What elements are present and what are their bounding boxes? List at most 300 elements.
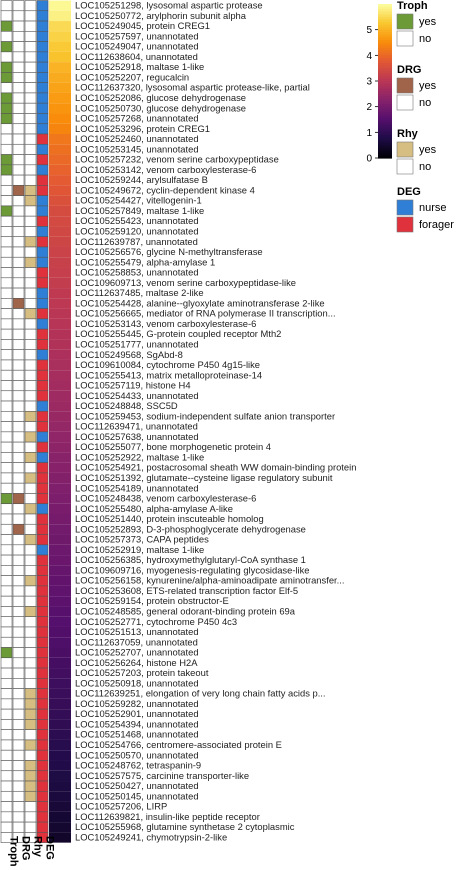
deg-cell <box>37 535 48 545</box>
drg-cell <box>13 1 24 11</box>
troph-cell <box>1 370 12 380</box>
rhy-cell <box>25 483 36 493</box>
rhy-cell <box>25 62 36 72</box>
expression-cell <box>49 196 71 206</box>
drg-cell <box>13 155 24 165</box>
gene-label: LOC105251468, unannotated <box>75 728 199 740</box>
legend-label: no <box>419 33 432 45</box>
drg-cell <box>13 730 24 740</box>
column-label-rhy: Rhy <box>31 836 44 857</box>
drg-cell <box>13 206 24 216</box>
deg-cell <box>37 11 48 21</box>
troph-cell <box>1 411 12 421</box>
expression-cell <box>49 124 71 134</box>
expression-cell <box>49 514 71 524</box>
gene-label: LOC105258853, unannotated <box>75 266 199 278</box>
troph-cell <box>1 709 12 719</box>
troph-cell <box>1 103 12 113</box>
deg-cell <box>37 678 48 688</box>
troph-cell <box>1 247 12 257</box>
rhy-cell <box>25 689 36 699</box>
drg-cell <box>13 380 24 390</box>
rhy-cell <box>25 21 36 31</box>
legend-title-troph: Troph <box>397 0 428 12</box>
gene-label: LOC105257206, LIRP <box>75 800 168 812</box>
drg-cell <box>13 802 24 812</box>
gene-label: LOC105250570, unannotated <box>75 749 199 761</box>
rhy-cell <box>25 113 36 123</box>
deg-cell <box>37 730 48 740</box>
expression-cell <box>49 740 71 750</box>
expression-cell <box>49 452 71 462</box>
troph-cell <box>1 62 12 72</box>
drg-cell <box>13 791 24 801</box>
troph-cell <box>1 658 12 668</box>
expression-cell <box>49 11 71 21</box>
deg-cell <box>37 155 48 165</box>
gene-label: LOC105259453, sodium-independent sulfate anion transporter <box>75 410 336 422</box>
gene-label: LOC112637485, maltase 2-like <box>75 287 204 299</box>
drg-cell <box>13 463 24 473</box>
gene-label: LOC105259154, protein obstructor-E <box>75 595 229 607</box>
legend-label: no <box>419 161 432 173</box>
drg-cell <box>13 329 24 339</box>
gene-label: LOC105257575, carcinine transporter-like <box>75 769 250 781</box>
troph-cell <box>1 555 12 565</box>
expression-cell <box>49 586 71 596</box>
deg-cell <box>37 699 48 709</box>
gene-label: LOC105255480, alpha-amylase A-like <box>75 502 233 514</box>
rhy-cell <box>25 72 36 82</box>
expression-cell <box>49 42 71 52</box>
gene-label: LOC105253296, protein CREG1 <box>75 122 210 134</box>
expression-cell <box>49 719 71 729</box>
drg-cell <box>13 442 24 452</box>
rhy-cell <box>25 268 36 278</box>
deg-cell <box>37 52 48 62</box>
rhy-cell <box>25 432 36 442</box>
drg-cell <box>13 514 24 524</box>
drg-cell <box>13 719 24 729</box>
troph-cell <box>1 144 12 154</box>
rhy-cell <box>25 309 36 319</box>
expression-cell <box>49 21 71 31</box>
drg-cell <box>13 196 24 206</box>
troph-cell <box>1 596 12 606</box>
rhy-cell <box>25 627 36 637</box>
drg-cell <box>13 288 24 298</box>
troph-cell <box>1 339 12 349</box>
deg-cell <box>37 72 48 82</box>
legend-swatch <box>397 14 413 29</box>
drg-cell <box>13 113 24 123</box>
troph-cell <box>1 473 12 483</box>
deg-cell <box>37 719 48 729</box>
expression-cell <box>49 247 71 257</box>
drg-cell <box>13 52 24 62</box>
rhy-cell <box>25 237 36 247</box>
gene-label: LOC105256264, histone H2A <box>75 656 198 668</box>
deg-cell <box>37 596 48 606</box>
troph-cell <box>1 565 12 575</box>
expression-cell <box>49 185 71 195</box>
gene-label: LOC105257849, maltase 1-like <box>75 204 205 216</box>
deg-cell <box>37 237 48 247</box>
gene-label: LOC105249241, chymotrypsin-2-like <box>75 831 228 843</box>
deg-cell <box>37 329 48 339</box>
expression-cell <box>49 678 71 688</box>
troph-cell <box>1 268 12 278</box>
drg-cell <box>13 144 24 154</box>
deg-cell <box>37 401 48 411</box>
rhy-cell <box>25 822 36 832</box>
drg-cell <box>13 750 24 760</box>
expression-cell <box>49 175 71 185</box>
troph-cell <box>1 637 12 647</box>
rhy-cell <box>25 658 36 668</box>
rhy-cell <box>25 206 36 216</box>
legend-title-rhy: Rhy <box>397 128 418 140</box>
troph-cell <box>1 93 12 103</box>
drg-cell <box>13 72 24 82</box>
drg-cell <box>13 822 24 832</box>
deg-cell <box>37 689 48 699</box>
gene-label: LOC105250427, unannotated <box>75 780 199 792</box>
expression-cell <box>49 144 71 154</box>
rhy-cell <box>25 103 36 113</box>
expression-cell <box>49 545 71 555</box>
drg-cell <box>13 565 24 575</box>
deg-cell <box>37 93 48 103</box>
rhy-cell <box>25 124 36 134</box>
deg-cell <box>37 196 48 206</box>
expression-cell <box>49 1 71 11</box>
troph-cell <box>1 504 12 514</box>
expression-cell <box>49 760 71 770</box>
gene-label: LOC105251298, lysosomal aspartic protease <box>75 0 263 11</box>
drg-cell <box>13 637 24 647</box>
gene-label: LOC112639821, insulin-like peptide receptor <box>75 810 260 822</box>
deg-cell <box>37 452 48 462</box>
colorbar-tick-label: 1 <box>366 127 372 139</box>
troph-cell <box>1 668 12 678</box>
drg-cell <box>13 339 24 349</box>
gene-label: LOC112639471, unannotated <box>75 420 198 432</box>
deg-cell <box>37 760 48 770</box>
troph-cell <box>1 206 12 216</box>
drg-cell <box>13 452 24 462</box>
gene-label: LOC105253143, venom carboxylesterase-6 <box>75 317 257 329</box>
gene-label: LOC105252901, unannotated <box>75 708 199 720</box>
drg-cell <box>13 658 24 668</box>
expression-cell <box>49 52 71 62</box>
colorbar-tick-label: 2 <box>366 102 372 114</box>
expression-cell <box>49 617 71 627</box>
troph-cell <box>1 781 12 791</box>
troph-cell <box>1 802 12 812</box>
drg-cell <box>13 545 24 555</box>
deg-cell <box>37 42 48 52</box>
rhy-cell <box>25 504 36 514</box>
gene-label: LOC105257203, protein takeout <box>75 667 209 679</box>
expression-cell <box>49 93 71 103</box>
gene-label: LOC105255423, unannotated <box>75 215 199 227</box>
deg-cell <box>37 637 48 647</box>
gene-label: LOC109609716, myogenesis-regulating glycosidase-like <box>75 564 310 576</box>
gene-label: LOC105252207, regucalcin <box>75 71 190 83</box>
expression-cell <box>49 380 71 390</box>
deg-cell <box>37 422 48 432</box>
gene-label: LOC105248438, venom carboxylesterase-6 <box>75 492 257 504</box>
troph-cell <box>1 545 12 555</box>
deg-cell <box>37 247 48 257</box>
expression-cell <box>49 565 71 575</box>
expression-cell <box>49 401 71 411</box>
drg-cell <box>13 124 24 134</box>
expression-cell <box>49 350 71 360</box>
drg-cell <box>13 473 24 483</box>
gene-label: LOC105254428, alanine--glyoxylate aminotransferase 2-like <box>75 297 325 309</box>
rhy-cell <box>25 52 36 62</box>
troph-cell <box>1 196 12 206</box>
gene-label: LOC105257373, CAPA peptides <box>75 533 209 545</box>
legend-label: no <box>419 97 432 109</box>
expression-cell <box>49 268 71 278</box>
expression-cell <box>49 606 71 616</box>
expression-cell <box>49 278 71 288</box>
gene-label: LOC105255077, bone morphogenetic protein 4 <box>75 441 271 453</box>
gene-label: LOC105256158, kynurenine/alpha-aminoadipate aminotransfer... <box>75 574 345 586</box>
legend-swatch <box>397 31 413 46</box>
deg-cell <box>37 658 48 668</box>
deg-cell <box>37 493 48 503</box>
drg-cell <box>13 103 24 113</box>
drg-cell <box>13 740 24 750</box>
rhy-cell <box>25 699 36 709</box>
deg-cell <box>37 648 48 658</box>
troph-cell <box>1 730 12 740</box>
rhy-cell <box>25 411 36 421</box>
drg-cell <box>13 62 24 72</box>
deg-cell <box>37 134 48 144</box>
gene-label: LOC105256576, glycine N-methyltransferase <box>75 246 263 258</box>
deg-cell <box>37 21 48 31</box>
drg-cell <box>13 21 24 31</box>
column-label-drg: DRG <box>19 836 32 861</box>
deg-cell <box>37 545 48 555</box>
expression-cell <box>49 791 71 801</box>
expression-cell <box>49 257 71 267</box>
expression-cell <box>49 493 71 503</box>
gene-label: LOC112637320, lysosomal aspartic protease-like, partial <box>75 81 310 93</box>
deg-cell <box>37 185 48 195</box>
deg-cell <box>37 1 48 11</box>
troph-cell <box>1 175 12 185</box>
rhy-cell <box>25 380 36 390</box>
expression-cell <box>49 822 71 832</box>
expression-cell <box>49 155 71 165</box>
troph-cell <box>1 124 12 134</box>
gene-label: LOC105254433, unannotated <box>75 389 199 401</box>
expression-cell <box>49 113 71 123</box>
expression-cell <box>49 442 71 452</box>
expression-cell <box>49 216 71 226</box>
expression-cell <box>49 298 71 308</box>
gene-label: LOC105249672, cyclin-dependent kinase 4 <box>75 184 255 196</box>
deg-cell <box>37 257 48 267</box>
drg-cell <box>13 617 24 627</box>
drg-cell <box>13 298 24 308</box>
deg-cell <box>37 473 48 483</box>
gene-label: LOC105251777, unannotated <box>75 338 199 350</box>
drg-cell <box>13 93 24 103</box>
deg-cell <box>37 576 48 586</box>
troph-cell <box>1 576 12 586</box>
expression-cell <box>49 576 71 586</box>
rhy-cell <box>25 226 36 236</box>
rhy-cell <box>25 298 36 308</box>
drg-cell <box>13 391 24 401</box>
rhy-cell <box>25 760 36 770</box>
troph-cell <box>1 740 12 750</box>
troph-cell <box>1 432 12 442</box>
deg-cell <box>37 442 48 452</box>
deg-cell <box>37 709 48 719</box>
gene-label: LOC105250730, glucose dehydrogenase <box>75 102 246 114</box>
drg-cell <box>13 134 24 144</box>
troph-cell <box>1 401 12 411</box>
drg-cell <box>13 411 24 421</box>
gene-label: LOC112637059, unannotated <box>75 636 198 648</box>
drg-cell <box>13 668 24 678</box>
rhy-cell <box>25 319 36 329</box>
deg-cell <box>37 627 48 637</box>
gene-label: LOC105253608, ETS-related transcription factor Elf-5 <box>75 584 299 596</box>
troph-cell <box>1 380 12 390</box>
troph-cell <box>1 360 12 370</box>
expression-cell <box>49 648 71 658</box>
drg-cell <box>13 226 24 236</box>
expression-cell <box>49 165 71 175</box>
troph-cell <box>1 21 12 31</box>
troph-cell <box>1 422 12 432</box>
expression-cell <box>49 699 71 709</box>
deg-cell <box>37 432 48 442</box>
rhy-cell <box>25 257 36 267</box>
gene-label: LOC112639251, elongation of very long chain fatty acids p... <box>75 687 326 699</box>
colorbar-tick-label: 5 <box>366 25 372 37</box>
deg-cell <box>37 524 48 534</box>
deg-cell <box>37 103 48 113</box>
deg-cell <box>37 565 48 575</box>
deg-cell <box>37 298 48 308</box>
troph-cell <box>1 463 12 473</box>
drg-cell <box>13 350 24 360</box>
deg-cell <box>37 771 48 781</box>
gene-labels <box>75 0 356 842</box>
rhy-cell <box>25 452 36 462</box>
rhy-cell <box>25 391 36 401</box>
expression-cell <box>49 237 71 247</box>
expression-cell <box>49 309 71 319</box>
deg-cell <box>37 124 48 134</box>
troph-cell <box>1 822 12 832</box>
legend-swatch <box>397 217 413 232</box>
legend-swatch <box>397 95 413 110</box>
troph-cell <box>1 72 12 82</box>
colorbar-tick-label: 3 <box>366 76 372 88</box>
drg-cell <box>13 432 24 442</box>
expression-cell <box>49 319 71 329</box>
column-labels <box>8 836 56 867</box>
deg-cell <box>37 360 48 370</box>
drg-cell <box>13 606 24 616</box>
drg-cell <box>13 83 24 93</box>
rhy-cell <box>25 678 36 688</box>
troph-cell <box>1 31 12 41</box>
rhy-cell <box>25 514 36 524</box>
expression-cell <box>49 709 71 719</box>
drg-cell <box>13 760 24 770</box>
expression-cell <box>49 730 71 740</box>
expression-cell <box>49 72 71 82</box>
rhy-cell <box>25 719 36 729</box>
gene-label: LOC109609713, venom serine carboxypeptidase-like <box>75 276 296 288</box>
expression-cell <box>49 524 71 534</box>
drg-cell <box>13 370 24 380</box>
rhy-cell <box>25 185 36 195</box>
drg-cell <box>13 216 24 226</box>
drg-cell <box>13 555 24 565</box>
legend-label: yes <box>419 144 437 156</box>
deg-cell <box>37 411 48 421</box>
rhy-cell <box>25 422 36 432</box>
colorbar-tick-label: 4 <box>366 50 372 62</box>
gene-label: LOC105252707, unannotated <box>75 646 199 658</box>
deg-cell <box>37 309 48 319</box>
troph-cell <box>1 226 12 236</box>
deg-cell <box>37 812 48 822</box>
troph-cell <box>1 288 12 298</box>
column-label-deg: DEG <box>43 836 56 860</box>
drg-cell <box>13 268 24 278</box>
expression-cell <box>49 658 71 668</box>
deg-cell <box>37 802 48 812</box>
deg-cell <box>37 113 48 123</box>
rhy-cell <box>25 11 36 21</box>
rhy-cell <box>25 740 36 750</box>
expression-cell <box>49 103 71 113</box>
rhy-cell <box>25 370 36 380</box>
legend-swatch <box>397 200 413 215</box>
expression-cell <box>49 627 71 637</box>
rhy-cell <box>25 493 36 503</box>
legend-title-drg: DRG <box>397 64 422 76</box>
troph-cell <box>1 134 12 144</box>
drg-cell <box>13 483 24 493</box>
rhy-cell <box>25 565 36 575</box>
gene-label: LOC109610084, cytochrome P450 4g15-like <box>75 359 261 371</box>
deg-cell <box>37 339 48 349</box>
rhy-cell <box>25 247 36 257</box>
deg-cell <box>37 165 48 175</box>
expression-cell <box>49 31 71 41</box>
deg-cell <box>37 175 48 185</box>
legend-label: yes <box>419 16 437 28</box>
deg-cell <box>37 216 48 226</box>
expression-cell <box>49 288 71 298</box>
troph-cell <box>1 514 12 524</box>
